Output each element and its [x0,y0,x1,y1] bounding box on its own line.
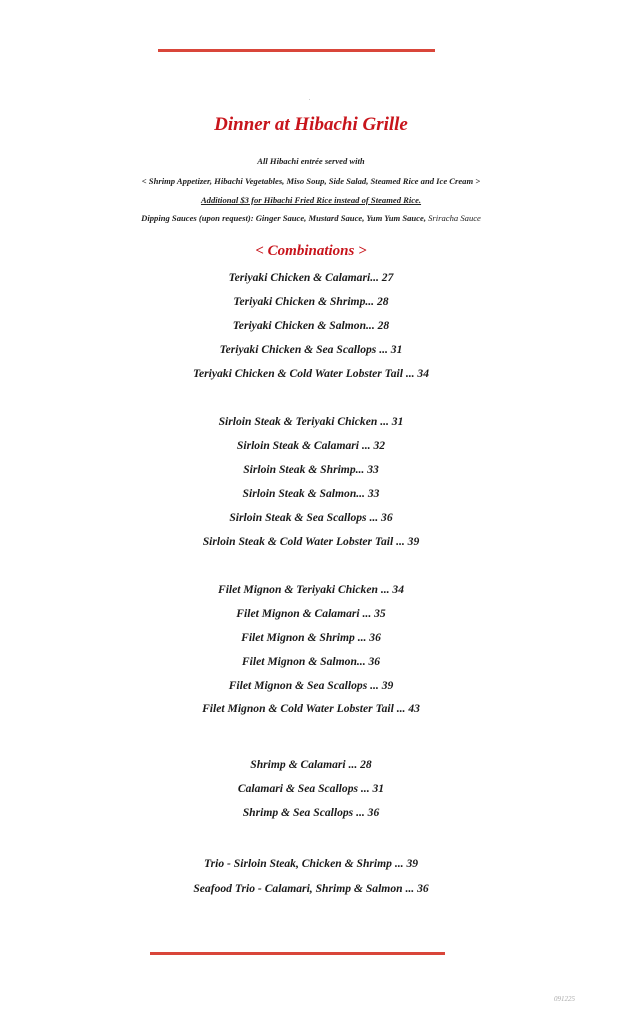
dipping-sauces-tail: Sriracha Sauce [425,213,481,223]
bottom-divider [150,952,445,955]
section-title-combinations: < Combinations > [255,243,367,259]
menu-title: Dinner at Hibachi Grille [214,114,408,135]
menu-item: Filet Mignon & Salmon... 36 [241,655,381,668]
menu-item: Filet Mignon & Calamari ... 35 [236,607,386,620]
decorative-dot [309,99,310,100]
menu-item: Filet Mignon & Teriyaki Chicken ... 34 [217,583,405,596]
dipping-sauces-main: Dipping Sauces (upon request): Ginger Sauce, Mustard Sauce, Yum Yum Sauce, [141,213,426,223]
menu-item: Teriyaki Chicken & Salmon... 28 [232,319,390,332]
menu-item: Filet Mignon & Shrimp ... 36 [241,631,381,644]
menu-item: Sirloin Steak & Salmon... 33 [242,487,380,500]
fried-rice-upcharge-note: Additional $3 for Hibachi Fried Rice instead of Steamed Rice. [200,195,422,205]
menu-item: Teriyaki Chicken & Calamari... 27 [228,271,394,284]
menu-item: Teriyaki Chicken & Shrimp... 28 [233,295,389,308]
menu-item: Teriyaki Chicken & Sea Scallops ... 31 [219,343,403,356]
menu-item: Filet Mignon & Sea Scallops ... 39 [228,679,394,692]
footer-code: 091225 [554,995,575,1003]
top-divider [158,49,435,52]
menu-item: Sirloin Steak & Teriyaki Chicken ... 31 [218,415,404,428]
menu-item: Trio - Sirloin Steak, Chicken & Shrimp ... 39 [203,857,419,870]
menu-item: Shrimp & Calamari ... 28 [250,758,372,771]
menu-item: Teriyaki Chicken & Cold Water Lobster Tail ... 34 [192,367,430,380]
menu-item: Sirloin Steak & Cold Water Lobster Tail ... 39 [202,535,420,548]
included-items-note: < Shrimp Appetizer, Hibachi Vegetables, Miso Soup, Side Salad, Steamed Rice and Ice Cream > [141,176,481,186]
menu-item: Sirloin Steak & Calamari ... 32 [236,439,386,452]
menu-item: Seafood Trio - Calamari, Shrimp & Salmon ... 36 [193,882,429,895]
menu-item: Calamari & Sea Scallops ... 31 [237,782,385,795]
menu-item: Sirloin Steak & Shrimp... 33 [243,463,379,476]
menu-item: Shrimp & Sea Scallops ... 36 [242,806,380,819]
served-with-note: All Hibachi entrée served with [257,156,365,166]
menu-item: Filet Mignon & Cold Water Lobster Tail ... 43 [202,702,420,715]
dipping-sauces-note [0,213,622,223]
menu-item: Sirloin Steak & Sea Scallops ... 36 [229,511,393,524]
